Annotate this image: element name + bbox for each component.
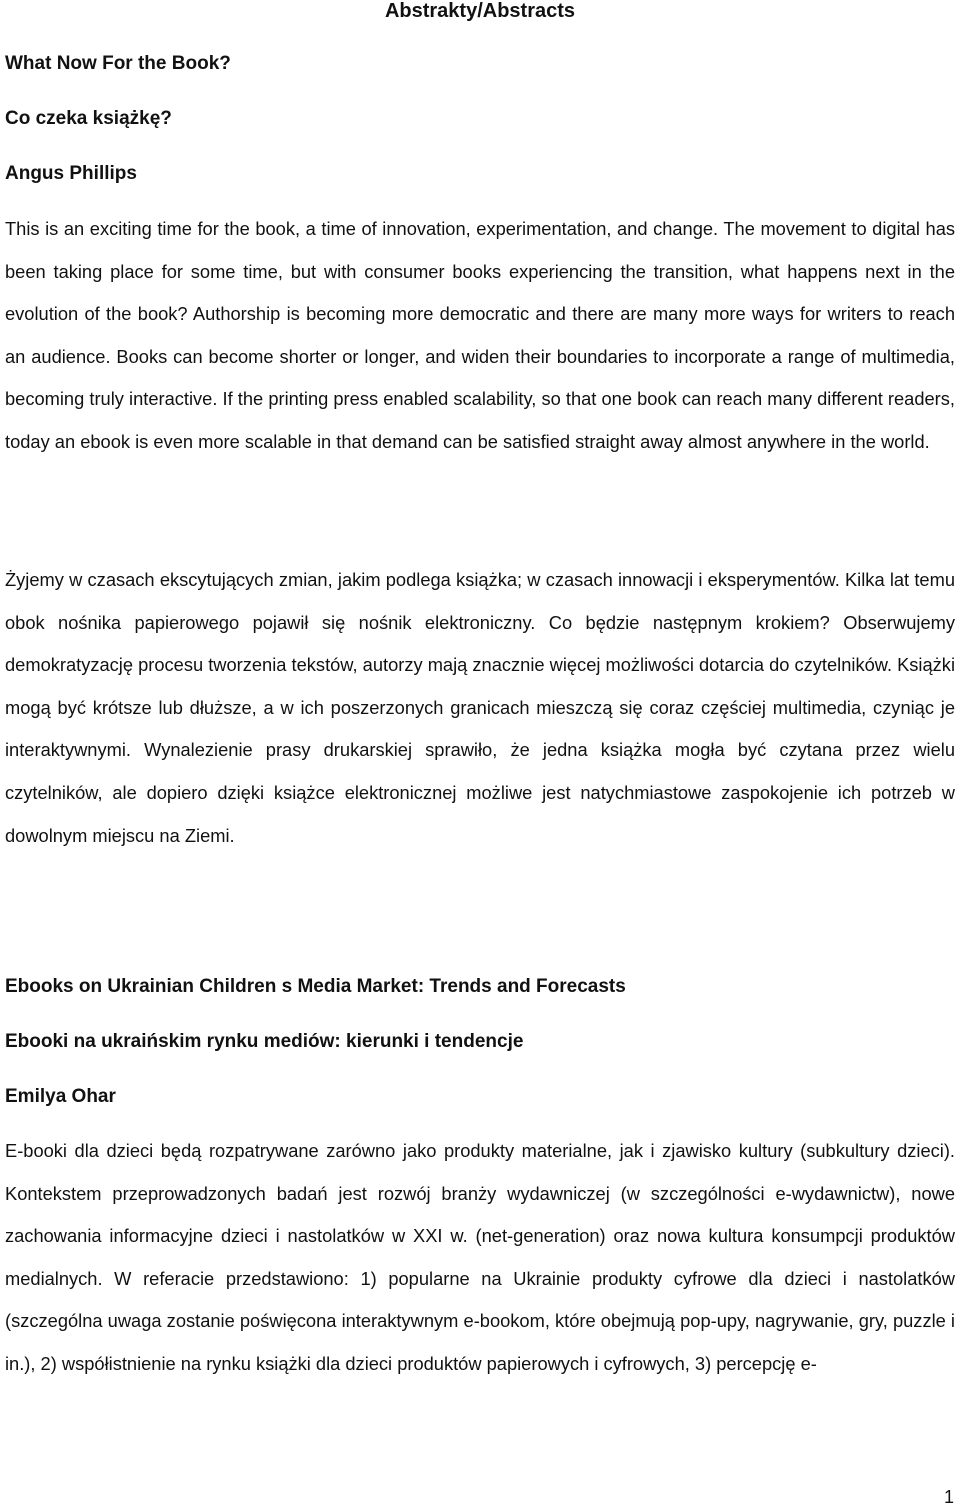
article-1-abstract-en: This is an exciting time for the book, a time of innovation, experimentation, and change. The movement to digital has been taking place for some time, but with consumer books experiencing the transition, what happens next in the evolution of the book? Authorship is becoming more democratic and there are many more ways for writers to reach an audience. Books can become shorter or longer, and widen their boundaries to incorporate a range of multimedia, becoming truly interactive. If the printing press enabled scalability, so that one book can reach many different readers, today an ebook is even more scalable in that demand can be satisfied straight away almost anywhere in the world.: [5, 218, 955, 452]
page-number: 1: [943, 1487, 954, 1507]
article-2-author: Emilya Ohar: [5, 1086, 116, 1107]
article-2-abstract-pl: E-booki dla dzieci będą rozpatrywane zarówno jako produkty materialne, jak i zjawisko kultury (subkultury dzieci). Kontekstem przeprowadzonych badań jest rozwój branży wydawniczej (w szczególności e-wydawnictw), nowe zachowania informacyjne dzieci i nastolatków w XXI w. (net-generation) oraz nowa kultura konsumpcji produktów medialnych. W referacie przedstawiono: 1) popularne na Ukrainie produkty cyfrowe dla dzieci i nastolatków (szczególna uwaga zostanie poświęcona interaktywnym e-bookom, które obejmują pop-upy, nagrywanie, gry, puzzle i in.), 2) współistnienie na rynku książki dla dzieci produktów papierowych i cyfrowych, 3) percepcję e-: [5, 1140, 955, 1374]
article-1-title-en: What Now For the Book?: [5, 53, 231, 74]
article-2-title-pl: Ebooki na ukraińskim rynku mediów: kierunki i tendencje: [5, 1031, 524, 1052]
article-2-title-en: Ebooks on Ukrainian Children s Media Market: Trends and Forecasts: [5, 976, 626, 997]
article-1-abstract-pl: Żyjemy w czasach ekscytujących zmian, jakim podlega książka; w czasach innowacji i eksperymentów. Kilka lat temu obok nośnika papierowego pojawił się nośnik elektroniczny. Co będzie następnym krokiem? Obserwujemy demokratyzację procesu tworzenia tekstów, autorzy mają znacznie więcej możliwości dotarcia do czytelników. Książki mogą być krótsze lub dłuższe, a w ich poszerzonych granicach mieszczą się coraz częściej multimedia, czyniąc je interaktywnymi. Wynalezienie prasy drukarskiej sprawiło, że jedna książka mogła być czytana przez wielu czytelników, ale dopiero dzięki książce elektronicznej możliwe jest natychmiastowe zaspokojenie ich potrzeb w dowolnym miejscu na Ziemi.: [5, 569, 956, 846]
article-1-title-pl: Co czeka książkę?: [5, 108, 172, 129]
article-1-author: Angus Phillips: [5, 163, 137, 184]
section-header: Abstrakty/Abstracts: [384, 0, 576, 22]
